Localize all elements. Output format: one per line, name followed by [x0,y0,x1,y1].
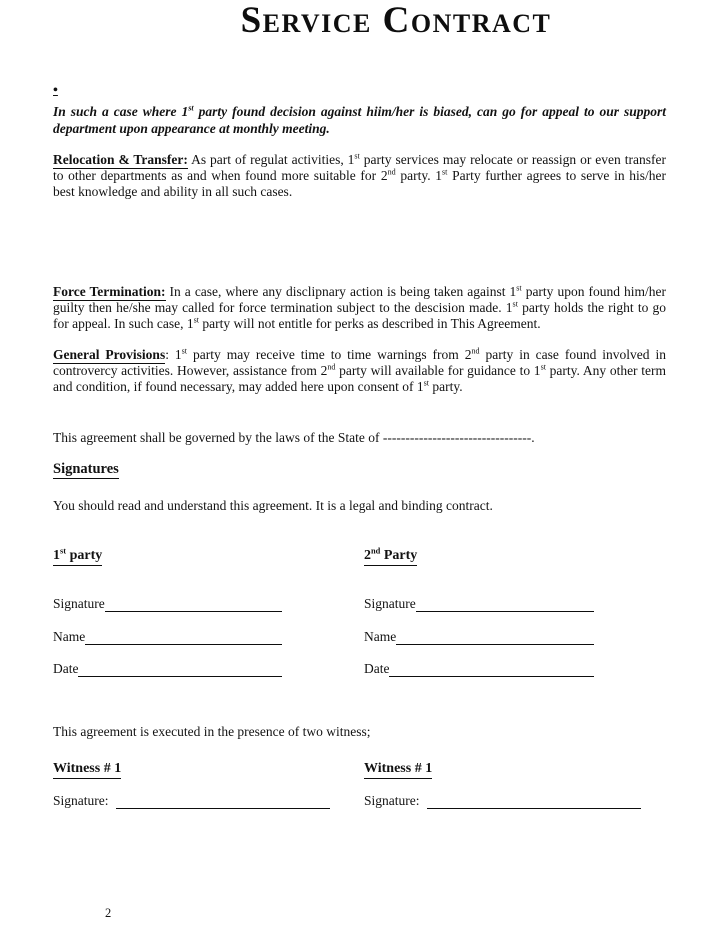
binding-contract-note: You should read and understand this agreement. It is a legal and binding contract. [53,498,493,513]
force-termination-paragraph [53,284,666,332]
general-provisions-text: : 1st party may receive time to time warnings from 2nd party in case found involved in controvercy activities. However, assistance from 2nd party will available for guidance to 1st party. Any other term and condition, if found necessary, may added here upon consent of 1st party. [53,346,666,394]
witness-1-signature-field [364,793,641,809]
signature-label: Signature [364,596,416,611]
first-party-heading: 1st party [53,547,364,565]
signature-label: Signature: [53,793,109,808]
general-provisions-heading: General Provisions [53,347,166,362]
witness-1-signature-field [53,793,330,809]
name-line [85,630,282,645]
witness-1-right-column [364,760,666,809]
name-label: Name [53,629,86,644]
signature-line [116,794,331,809]
party-signature-section [53,547,666,677]
name-label: Name [364,629,397,644]
force-termination-heading: Force Termination: [53,284,166,299]
relocation-transfer-paragraph [53,152,666,200]
document-title: Service Contract [240,0,552,41]
second-party-date-field [364,661,594,677]
appeal-clause-paragraph: In such a case where 1st party found decision against hiim/her is biased, can go for appeal to our support department upon appearance at monthly meeting. [53,103,666,136]
page-number: 2 [105,906,112,920]
document-body [53,84,666,809]
first-party-date-field [53,661,282,677]
relocation-transfer-text: As part of regulat activities, 1st party services may relocate or reassign or even transfer to other departments as and when found more suitable for 2nd party. 1st Party further agrees to serve in his/her best knowledge and ability in all such cases. [53,151,666,199]
date-line [389,662,594,677]
date-line [78,662,282,677]
name-line [396,630,594,645]
witness-intro-line: This agreement is executed in the presence of two witness; [53,724,371,739]
date-label: Date [53,661,79,676]
force-termination-text: In a case, where any disclipnary action is being taken against 1st party upon found him/her guilty then he/she may called for force termination subject to the descision made. 1st party holds the right to go for appeal. In such case, 1st party will not entitle for perks as described in This Agreement. [53,283,666,331]
witness-1-left-column [53,760,364,809]
second-party-name-field [364,629,594,645]
governing-law-line: This agreement shall be governed by the laws of the State of ---------------------------------. [53,430,535,445]
second-party-heading: 2nd Party [364,547,666,565]
signature-label: Signature [53,596,105,611]
witness-signature-section [53,760,666,809]
signatures-heading: Signatures [53,461,119,477]
second-party-signature-field [364,596,594,612]
second-party-column [364,547,666,677]
relocation-transfer-heading: Relocation & Transfer: [53,152,188,167]
bullet-marker: • [53,83,58,98]
first-party-name-field [53,629,282,645]
signature-line [105,597,282,612]
general-provisions-paragraph [53,347,666,395]
date-label: Date [364,661,390,676]
first-party-column [53,547,364,677]
first-party-signature-field [53,596,282,612]
witness-1-heading: Witness # 1 [53,760,364,778]
signature-line [416,597,594,612]
signature-label: Signature: [364,793,420,808]
witness-1-heading: Witness # 1 [364,760,666,778]
signature-line [427,794,642,809]
